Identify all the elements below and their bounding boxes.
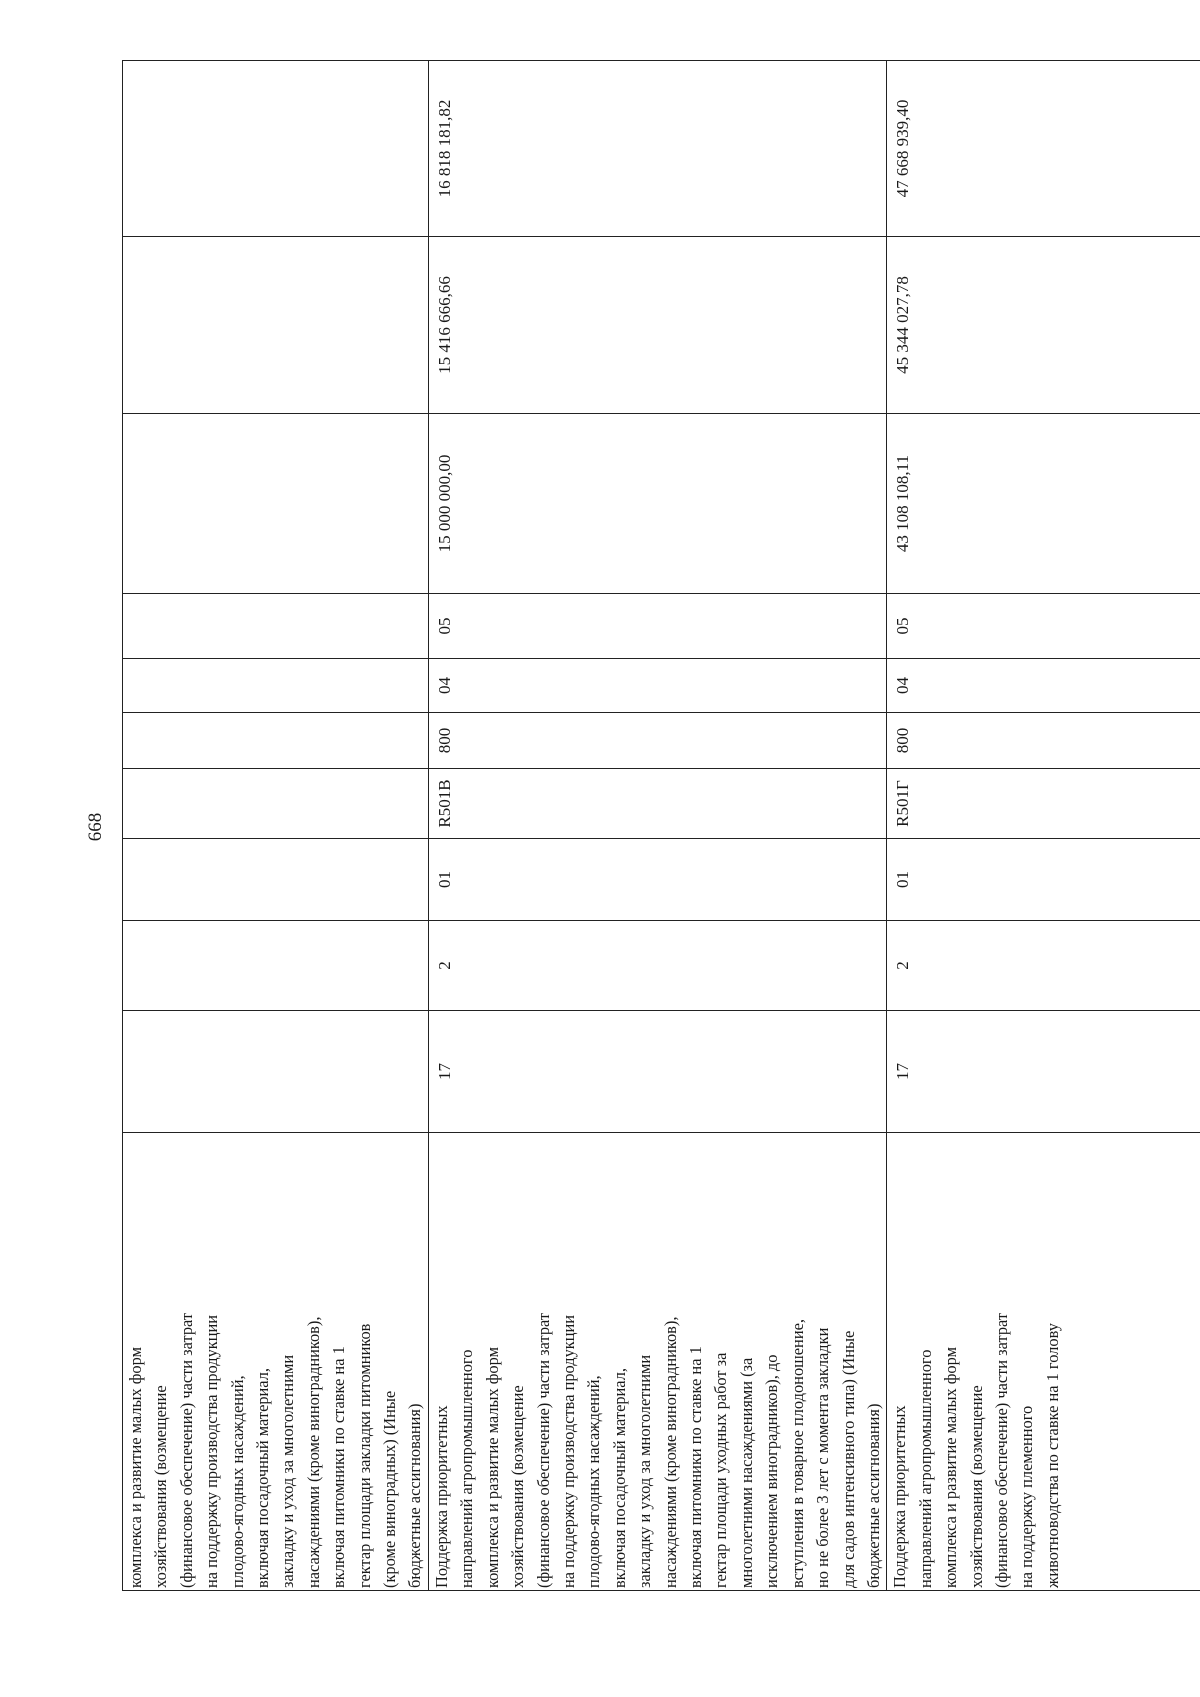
- description-line: хозяйствования (возмещение: [508, 1385, 528, 1588]
- kind-cell: [123, 713, 429, 769]
- description-line: бюджетные ассигнования): [405, 1403, 425, 1588]
- description-line: на поддержку производства продукции: [202, 1314, 222, 1588]
- target-cell: [429, 769, 887, 839]
- table-row: [887, 61, 1200, 1591]
- description-line: (финансовое обеспечение) части затрат: [176, 1312, 196, 1588]
- description-line: на поддержку производства продукции: [559, 1314, 579, 1588]
- description-line: гектар площади закладки питомников: [354, 1323, 374, 1588]
- subsection-code-cell: [429, 594, 887, 659]
- amount-2-value: 15 416 666,66: [435, 276, 454, 374]
- amount-2-cell: [429, 237, 887, 414]
- description-line: на поддержку племенного: [1017, 1405, 1037, 1588]
- section-value: 01: [435, 871, 454, 888]
- section-value: 01: [893, 871, 913, 888]
- subsection-code-cell: [123, 594, 429, 659]
- description-line: включая посадочный материал,: [253, 1367, 273, 1588]
- section-code-cell: [123, 659, 429, 713]
- target-cell: [887, 769, 1200, 839]
- code-value: 17: [435, 1063, 454, 1080]
- rotated-page-content: [122, 61, 1200, 1591]
- kind-cell: [429, 713, 887, 769]
- section-cell: [887, 839, 1200, 921]
- amount-1-value: 43 108 108,11: [893, 454, 913, 553]
- description-line: (финансовое обеспечение) части затрат: [991, 1312, 1011, 1588]
- kind-value: 800: [435, 727, 454, 754]
- section-code-cell: [429, 659, 887, 713]
- description-line: насаждениями (кроме виноградников),: [660, 1316, 680, 1588]
- code-cell: [429, 1011, 887, 1133]
- amount-3-cell: [429, 61, 887, 237]
- subsection-code-value: 05: [435, 617, 454, 635]
- amount-3-value: 47 668 939,40: [893, 99, 913, 198]
- description-line: комплекса и развитие малых форм: [941, 1347, 961, 1588]
- description-line: (кроме виноградных) (Иные: [380, 1390, 400, 1588]
- target-cell: [123, 769, 429, 839]
- amount-3-cell: [123, 61, 429, 237]
- description-cell: [123, 1133, 429, 1591]
- description-line: включая посадочный материал,: [609, 1367, 629, 1588]
- description-line: для садов интенсивного типа) (Иные: [838, 1330, 858, 1588]
- description-line: исключением виноградников), до: [762, 1354, 782, 1588]
- kind-cell: [887, 713, 1200, 769]
- amount-2-cell: [887, 237, 1200, 414]
- amount-1-value: 15 000 000,00: [435, 454, 454, 553]
- amount-2-value: 45 344 027,78: [893, 276, 913, 374]
- amount-3-value: 16 818 181,82: [435, 99, 454, 198]
- description-line: насаждениями (кроме виноградников),: [303, 1316, 323, 1588]
- description-line: но не более 3 лет с момента закладки: [813, 1327, 833, 1588]
- description-line: включая питомники по ставке на 1: [686, 1346, 706, 1588]
- description-line: бюджетные ассигнования): [863, 1403, 883, 1588]
- subcode-cell: [123, 921, 429, 1011]
- description-line: плодово-ягодных насаждений,: [227, 1375, 247, 1588]
- description-line: (финансовое обеспечение) части затрат: [533, 1312, 553, 1588]
- subcode-value: 2: [893, 961, 913, 970]
- subsection-code-value: 05: [893, 617, 913, 635]
- amount-2-cell: [123, 237, 429, 414]
- description-line: хозяйствования (возмещение: [151, 1385, 171, 1588]
- code-value: 17: [893, 1063, 913, 1080]
- subcode-cell: [429, 921, 887, 1011]
- description-line: закладку и уход за многолетними: [278, 1354, 298, 1588]
- page-number: 668: [85, 812, 106, 842]
- target-value: R501В: [435, 779, 454, 828]
- subsection-code-cell: [887, 594, 1200, 659]
- amount-3-cell: [887, 61, 1200, 237]
- description-line: вступления в товарное плодоношение,: [787, 1319, 807, 1588]
- kind-value: 800: [893, 727, 913, 754]
- section-code-value: 04: [435, 677, 454, 694]
- description-line: плодово-ягодных насаждений,: [584, 1375, 604, 1588]
- section-code-value: 04: [893, 677, 913, 694]
- description-line: хозяйствования (возмещение: [966, 1385, 986, 1588]
- description-line: Поддержка приоритетных: [890, 1405, 910, 1588]
- target-value: R501Г: [893, 780, 913, 827]
- amount-1-cell: [429, 414, 887, 594]
- description-line: комплекса и развитие малых форм: [482, 1347, 502, 1588]
- code-cell: [887, 1011, 1200, 1133]
- description-line: комплекса и развитие малых форм: [126, 1347, 145, 1588]
- budget-table: [122, 60, 1200, 1591]
- description-line: направлений агропромышленного: [915, 1349, 935, 1588]
- subcode-value: 2: [435, 961, 454, 970]
- description-line: включая питомники по ставке на 1: [329, 1346, 349, 1588]
- description-cell: [887, 1133, 1200, 1591]
- description-line: многолетними насаждениями (за: [736, 1357, 756, 1588]
- amount-1-cell: [123, 414, 429, 594]
- table-row: [429, 61, 887, 1591]
- section-cell: [123, 839, 429, 921]
- subcode-cell: [887, 921, 1200, 1011]
- table-row: [123, 61, 429, 1591]
- description-cell: [429, 1133, 887, 1591]
- description-line: закладку и уход за многолетними: [635, 1354, 655, 1588]
- description-line: Поддержка приоритетных: [432, 1405, 451, 1588]
- description-line: гектар площади уходных работ за: [711, 1352, 731, 1588]
- section-code-cell: [887, 659, 1200, 713]
- code-cell: [123, 1011, 429, 1133]
- section-cell: [429, 839, 887, 921]
- amount-1-cell: [887, 414, 1200, 594]
- description-line: направлений агропромышленного: [457, 1349, 477, 1588]
- description-line: животноводства по ставке на 1 голову: [1042, 1323, 1062, 1588]
